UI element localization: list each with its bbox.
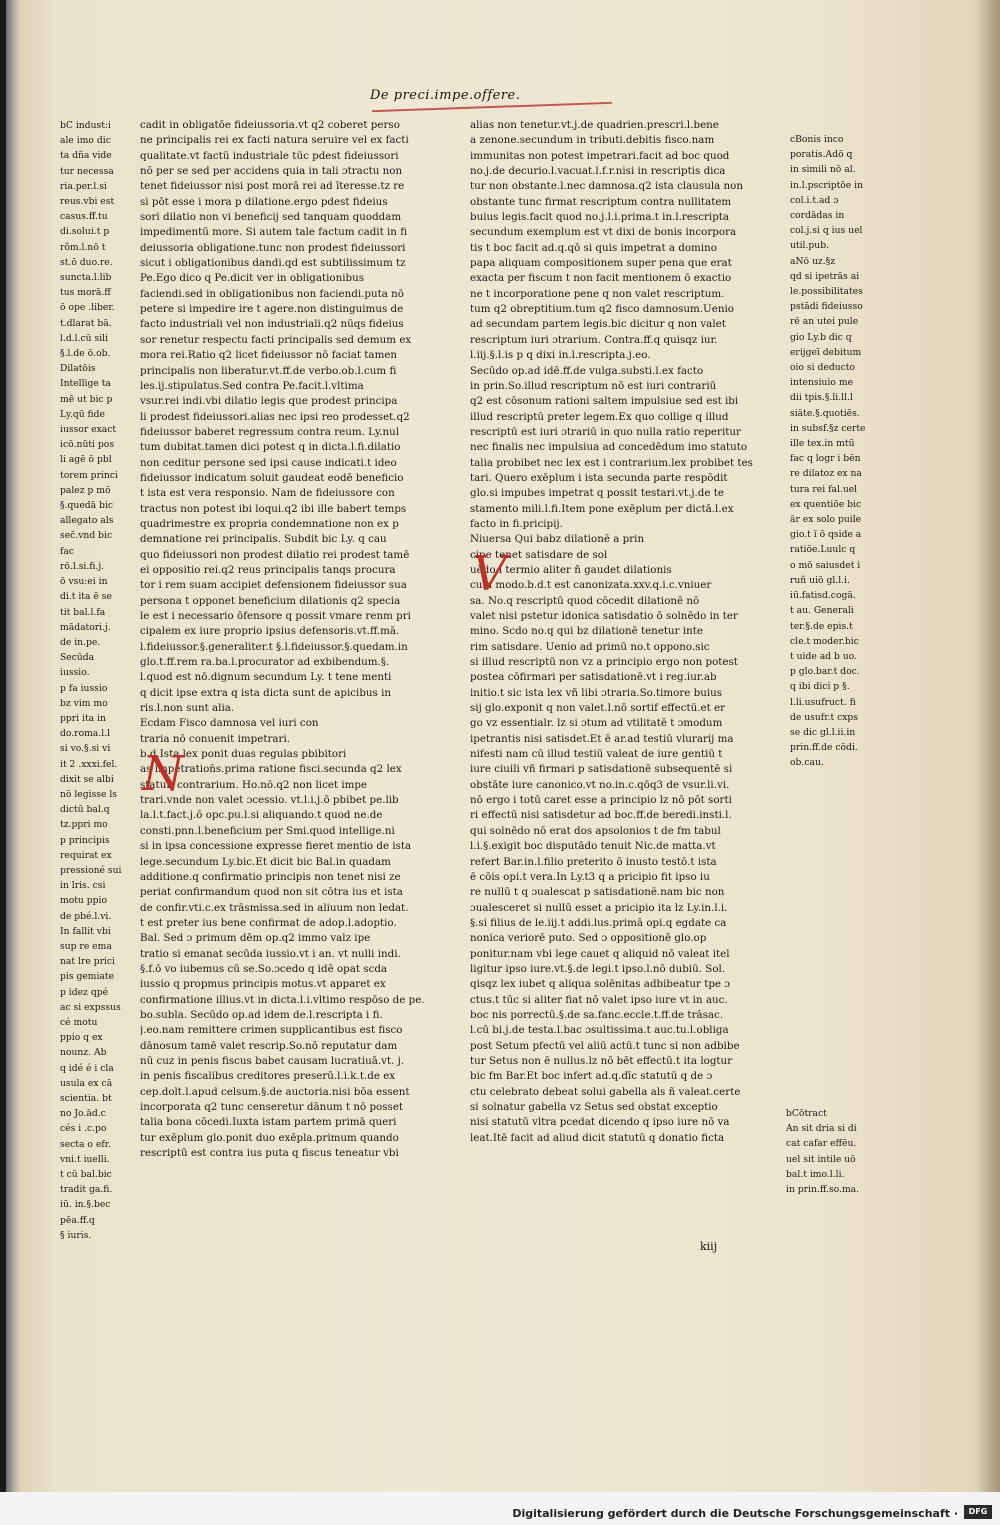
- gloss-line: Secūda: [60, 652, 95, 664]
- gloss-line: di.solui.t p: [60, 226, 110, 238]
- text-line: initio.t sic ista lex vñ libi ɔtraria.So.timore buius: [470, 686, 723, 699]
- text-line: quo fideiussori non prodest dilatio rei prodest tamē: [140, 548, 410, 561]
- rubricated-initial-v: V: [472, 546, 507, 602]
- gloss-line: de usufr.t cxps: [790, 711, 859, 723]
- gloss-line: bC indust:i: [60, 120, 111, 131]
- text-line: statuit contrarium. Ho.nō.q2 non licet impe: [140, 778, 368, 791]
- text-line: non ceditur persone sed ipsi cause indicati.t ideo: [140, 456, 397, 469]
- text-line: glo.t.ff.rem ra.ba.l.procurator ad exbibendum.§.: [140, 656, 390, 669]
- gloss-line: se dic gl.l.ii.in: [790, 726, 856, 738]
- text-line: ei oppositio rei.q2 reus principalis tanqs procura: [140, 563, 396, 576]
- gloss-line: uel sit intile uō: [786, 1153, 856, 1165]
- text-line: obstante tunc firmat rescriptum contra nullitatem: [470, 195, 732, 208]
- gloss-line: cat cafar effēu.: [786, 1138, 857, 1150]
- text-line: Pe.Ego dico q Pe.dicit ver in obligationibus: [140, 272, 365, 285]
- gloss-line: mē ut bic p: [60, 393, 113, 405]
- gloss-line: ex quentiōe bic: [790, 498, 862, 510]
- gloss-line: cle.t moder.bic: [790, 635, 859, 647]
- text-line: les.ij.stipulatus.Sed contra Pe.facit.l.vltima: [140, 379, 364, 392]
- gloss-line: Intellige ta: [60, 378, 111, 390]
- gloss-line: tz.ppri mo: [60, 819, 108, 831]
- gloss-line: ō vsu:ei in: [60, 576, 108, 588]
- text-line: tur exēplum glo.ponit duo exēpla.primum quando: [140, 1131, 399, 1144]
- gloss-line: rõm.l.nō t: [60, 241, 106, 253]
- gloss-line: An sit dria si di: [786, 1123, 857, 1135]
- text-line: ne t incorporatione pene q non valet rescriptum.: [470, 287, 725, 300]
- gloss-line: reus.vbi est: [60, 196, 115, 208]
- gloss-line: de pbé.l.vi.: [60, 910, 112, 922]
- book-gutter: [6, 0, 20, 1492]
- gloss-line: li agē ō pbl: [60, 454, 112, 466]
- gloss-line: ale imo dic: [60, 135, 111, 147]
- gloss-line: prin.ff.de cōdi.: [790, 742, 858, 754]
- gloss-line: le.possibilitates: [790, 286, 863, 298]
- text-line: l.i.§.exigit boc disputādo tenuit Nic.de matta.vt: [470, 840, 716, 853]
- gloss-line: tur necessa: [60, 165, 114, 177]
- text-line: cipe tenet satisdare de sol: [470, 548, 608, 561]
- dfg-logo: DFG: [964, 1505, 992, 1519]
- text-line: immunitas non potest impetrari.facit ad boc quod: [470, 149, 730, 162]
- text-line: nifesti nam cū illud testiū valeat de iure gentiū t: [470, 748, 723, 761]
- gloss-line: t uide ad b uo.: [790, 650, 857, 662]
- text-line: sa. No.q rescriptū quod cōcedit dilationē nō: [470, 594, 700, 607]
- text-line: qui solnēdo nō erat dos apsolonios t de fm tabul: [470, 824, 721, 837]
- gloss-line: cé motu: [60, 1016, 98, 1028]
- text-line: q2 est cōsonum rationi saltem impulsiue sed est ibi: [470, 395, 739, 408]
- gloss-line: qd si ipetrās ai: [790, 270, 860, 282]
- gloss-line: col.j.si q ius uel: [790, 225, 863, 237]
- text-line: cadit in obligatōe fideiussoria.vt q2 coberet perso: [140, 119, 400, 131]
- gloss-line: allegato als: [60, 515, 114, 527]
- text-line: Ecdam Fisco damnosa vel iuri con: [140, 717, 319, 730]
- text-line: ponitur.nam vbi lege cauet q aliquid nō valeat itel: [470, 947, 730, 960]
- text-line: cep.dolt.l.apud celsum.§.de auctoria.nisi bōa essent: [140, 1085, 410, 1098]
- gloss-line: rē an utei pule: [790, 316, 859, 328]
- text-line: glo.si impubes impetrat q possit testari.vt.j.de te: [470, 487, 724, 500]
- text-line: incorporata q2 tunc censeretur dānum t nō posset: [140, 1101, 404, 1113]
- gloss-line: p glo.bar.t doc.: [790, 666, 860, 678]
- gloss-line: palez p mō: [60, 484, 111, 496]
- text-line: principalis non liberatur.vt.ff.de verbo.ob.l.cum fi: [140, 364, 397, 377]
- gloss-line: ria.per.l.si: [60, 180, 107, 192]
- gloss-line: ille tex.in mtū: [790, 438, 855, 450]
- gloss-left-column: [60, 118, 134, 1243]
- gloss-line: oio si deducto: [790, 362, 855, 374]
- text-line: talia probibet nec lex est i contrarium.lex probibet tes: [470, 456, 753, 469]
- page-edge-shadow: [976, 0, 1000, 1492]
- gloss-line: bCōtract: [786, 1108, 827, 1119]
- text-line: dānosum tamē valet rescrip.So.nō reputatur dam: [140, 1039, 398, 1052]
- gloss-line: l.li.usufruct. fi: [790, 696, 856, 708]
- text-line: trari.vnde non valet ɔcessio. vt.l.i.j.ō pbibet pe.lib: [140, 794, 399, 807]
- text-line: vsur.rei indi.vbi dilatio legis que prodest principa: [140, 395, 398, 408]
- text-line: traria nō conuenit impetrari.: [140, 732, 291, 745]
- text-line: q dicit ipse extra q ista dicta sunt de apicibus in: [140, 686, 392, 699]
- text-line: iussio q propmus principis motus.vt apparet ex: [140, 978, 386, 991]
- text-line: bo.subla. Secūdo op.ad idem de.l.rescripta i fi.: [140, 1008, 383, 1021]
- gloss-line: q idé é i cla: [60, 1062, 114, 1074]
- text-line: nō per se sed per accidens quia in tali ɔtractu non: [140, 165, 403, 178]
- text-line: §.si filius de le.iij.t addi.lus.primā opi.q egdate ca: [470, 916, 727, 929]
- gloss-line: t.dlarat bā.: [60, 317, 112, 329]
- text-line: iure ciuili vñ firmari p satisdationē subsequentē si: [470, 763, 733, 776]
- text-line: tum dubitat.tamen dici potest q in dicta.l.fi.dilatio: [140, 441, 401, 454]
- text-line: exacta per fiscum t non facit mentionem ō exactio: [470, 272, 732, 285]
- text-line: talia bona cōcedi.Iuxta istam partem primā queri: [140, 1116, 397, 1129]
- gloss-line: §.quedā bic: [60, 500, 113, 512]
- text-line: uēdo i termio aliter ñ gaudet dilationis: [470, 563, 672, 576]
- text-line: b.d.Ista lex ponit duas regulas pbibitori: [140, 748, 347, 761]
- text-line: no.j.de decurio.l.vacuat.l.f.r.nisi in rescriptis dica: [470, 165, 726, 178]
- gloss-line: aNō uz.§z: [790, 255, 836, 267]
- gloss-line: tus morā.ff: [60, 287, 111, 299]
- gloss-line: scientia. bt: [60, 1093, 112, 1104]
- gloss-line: in.l.pscriptōe in: [790, 179, 864, 191]
- gloss-line: sup re ema: [60, 940, 112, 952]
- text-line: impedimentū more. Si autem tale factum cadit in fi: [140, 226, 408, 239]
- text-line: quadrimestre ex propria condemnatione non ex p: [140, 517, 399, 530]
- gloss-line: do.roma.l.l: [60, 728, 111, 740]
- text-line: si in ipsa concessione expresse fieret mentio de ista: [140, 840, 412, 853]
- gloss-line: it 2 .xxxi.fel.: [60, 758, 118, 770]
- text-line: rescriptū est iuri ɔtrariū in quo nulla ratio reperitur: [470, 425, 741, 438]
- text-line: fideiussor baberet regressum contra reum. Ly.nul: [140, 425, 400, 438]
- gloss-line: ratiōe.Luulc q: [790, 544, 856, 556]
- gloss-line: ppio q ex: [60, 1032, 103, 1044]
- text-line: si solnatur gabella vz Setus sed obstat exceptio: [470, 1101, 718, 1113]
- text-line: qisqz lex iubet q aliqua solēnitas adbibeatur tpe ɔ: [470, 978, 731, 991]
- text-line: ris.l.non sunt alia.: [140, 702, 235, 715]
- gloss-line: p fa iussio: [60, 682, 108, 694]
- text-line: confirmatione illius.vt in dicta.l.i.vltimo respōso de pe.: [140, 993, 425, 1006]
- gloss-line: ta dña vide: [60, 150, 112, 162]
- gloss-line: iussor exact: [60, 424, 117, 436]
- main-text-right-column: [470, 118, 776, 1146]
- text-line: petere si impedire ire t agere.non distinguimus de: [140, 303, 404, 316]
- gloss-line: dictū bal.q: [60, 804, 110, 816]
- funding-credit: Digitalisierung gefördert durch die Deutsche Forschungsgemeinschaft ·: [512, 1507, 958, 1520]
- text-line: re nullū t q ɔualescat p satisdationē.nam bic non: [470, 886, 725, 899]
- text-line: j.eo.nam remittere crimen supplicantibus est fisco: [140, 1024, 403, 1037]
- text-line: sor renetur respectu facti principalis sed demum ex: [140, 333, 412, 346]
- text-line: tor i rem suam accipiet defensionem fideiussor sua: [140, 579, 407, 592]
- quire-signature: kiij: [700, 1240, 718, 1253]
- text-line: l.iij.§.l.is p q dixi in.l.rescripta.j.eo.: [470, 349, 651, 362]
- text-line: additione.q confirmatio principis non tenet nisi ze: [140, 870, 401, 883]
- text-line: si pōt esse i mora p dilatione.ergo pdest fideius: [140, 195, 388, 208]
- gloss-line: iū.fatisd.cogā.: [790, 590, 856, 602]
- gloss-line: requirat ex: [60, 849, 112, 861]
- gloss-line: pis gemiate: [60, 971, 115, 983]
- text-line: illud rescriptū preter legem.Ex quo collige q illud: [470, 410, 729, 423]
- gloss-right-column-lower: [786, 1106, 872, 1197]
- text-line: facto in fi.pricipij.: [470, 517, 563, 530]
- gloss-line: iussio.: [60, 667, 90, 679]
- gloss-line: ār ex solo puile: [790, 514, 862, 526]
- text-line: tum q2 obreptitium.tum q2 fisco damnosum.Uenio: [470, 303, 734, 316]
- gloss-line: st.ō duo.re.: [60, 256, 113, 268]
- gloss-line: sec̄.vnd bic: [60, 530, 113, 542]
- gloss-line: gio.t ï ō qside a: [790, 529, 862, 541]
- text-line: t ista est vera responsio. Nam de fideiussore con: [140, 487, 395, 500]
- gloss-line: p principis: [60, 834, 110, 846]
- text-line: ctu celebrato debeat solui gabella als ñ valeat.certe: [470, 1085, 741, 1098]
- gloss-line: nō legisse ls: [60, 788, 118, 800]
- gloss-line: cordādas in: [790, 210, 845, 222]
- gloss-line: casus.ff.tu: [60, 211, 108, 223]
- gloss-line: si vo.§.si vi: [60, 743, 111, 755]
- gloss-line: col.i.t.ad ɔ: [790, 194, 839, 206]
- text-line: ē cōis opi.t vera.In Ly.t3 q a pricipio fit ipso iu: [470, 870, 710, 883]
- gloss-line: § iuris.: [60, 1229, 92, 1241]
- text-line: ctus.t tūc si aliter fiat nō valet ipso iure vt in auc.: [470, 993, 728, 1006]
- gloss-line: gio Ly.b dic q: [790, 331, 852, 343]
- gloss-line: Ly.qū fide: [60, 408, 105, 420]
- gloss-line: §.l.de ō.ob.: [60, 348, 111, 360]
- gloss-line: t cū bal.bic: [60, 1169, 112, 1181]
- text-line: ne principalis rei ex facti natura seruire vel ex facti: [140, 134, 409, 147]
- text-line: lege.secundum Ly.bic.Et dicit bic Bal.in quadam: [140, 855, 391, 868]
- text-line: consti.pnn.l.beneficium per Smi.quod intellige.ni: [140, 824, 395, 837]
- text-line: ligitur ipso iure.vt.§.de legi.t ipso.l.nō dubiū. Sol.: [470, 962, 726, 975]
- gloss-line: icō.nūti pos: [60, 439, 115, 451]
- gloss-line: siāte.§.quotiēs.: [790, 407, 860, 419]
- rubricated-initial-n: N: [142, 746, 184, 802]
- gloss-line: Dilatōis: [60, 363, 96, 375]
- gloss-line: ruñ uiō gl.l.i.: [790, 574, 850, 586]
- text-line: nonica veriorē puto. Sed ɔ oppositionē glo.op: [470, 932, 707, 945]
- gloss-line: ter.§.de epis.t: [790, 620, 853, 632]
- gloss-line: poratis.Adō q: [790, 149, 853, 161]
- gloss-line: ppri ita in: [60, 712, 106, 724]
- text-line: ri effectū nisi satisdetur ad boc.ff.de beredi.insti.l.: [470, 809, 732, 822]
- gloss-line: p idez qpé: [60, 986, 109, 998]
- gloss-line: bal.t imo.l.li.: [786, 1168, 845, 1180]
- text-line: t est preter ius bene confirmat de adop.l.adoptio.: [140, 916, 397, 929]
- gloss-line: in simili nō al.: [790, 164, 856, 176]
- gloss-line: intensiuio me: [790, 377, 854, 389]
- text-line: secundum exemplum est vt dixi de bonis incorpora: [470, 226, 737, 239]
- text-line: in prin.So.illud rescriptum nō est iuri contrariū: [470, 379, 717, 392]
- gloss-line: nounz. Ab: [60, 1047, 107, 1059]
- text-line: nō ergo i totū caret esse a principio lz nō pōt sorti: [470, 794, 732, 807]
- text-line: de confir.vti.c.ex trāsmissa.sed in aliuum non ledat.: [140, 901, 409, 914]
- text-line: Secūdo op.ad idē.ff.de vulga.substi.l.ex facto: [470, 364, 704, 377]
- gloss-line: fac: [60, 545, 75, 557]
- gloss-line: vni.t iuelli.: [60, 1153, 110, 1165]
- text-line: nec finalis nec impulsiua ad concedēdum imo statuto: [470, 441, 748, 454]
- text-line: deiussoria obligatione.tunc non prodest fideiussori: [140, 241, 406, 254]
- text-line: boc nis porrectū.§.de sa.fanc.eccle.t.ff.de trāsac.: [470, 1008, 724, 1021]
- text-line: facto industriali vel non industriali.q2 nūqs fideius: [140, 318, 404, 331]
- text-line: as impetration̄s.prima ratione fisci.secunda q2 lex: [140, 763, 402, 776]
- text-line: cum modo.b.d.t est canonizata.xxv.q.i.c.vniuer: [470, 579, 712, 592]
- text-line: obstāte iure canonico.vt no.in.c.qōq3 de vsur.li.vi.: [470, 778, 730, 791]
- text-line: ad secundam partem legis.bic dicitur q non valet: [470, 318, 726, 331]
- gloss-line: iū. in.§.bec: [60, 1199, 111, 1211]
- text-line: tratio si emanat secūda iussio.vt i an. vt nulli indi.: [140, 947, 401, 960]
- text-line: refert Bar.in.l.filio preterito ō inusto testō.t ista: [470, 855, 717, 868]
- gloss-right-column: [790, 132, 872, 771]
- gloss-line: re dilatoz ex na: [790, 468, 862, 480]
- text-line: tractus non potest ibi loqui.q2 ibi ille babert temps: [140, 502, 407, 515]
- gloss-line: motu ppio: [60, 895, 108, 907]
- text-line: alias non tenetur.vt.j.de quadrien.prescri.l.bene: [470, 119, 719, 131]
- text-line: tis t boc facit ad.q.qō si quis impetrat a domino: [470, 241, 717, 254]
- text-line: sij glo.exponit q non valet.l.nō sortif effectū.et er: [470, 702, 726, 715]
- gloss-line: t au. Generali: [790, 605, 854, 617]
- text-line: rim satisdare. Uenio ad primū no.t oppono.sic: [470, 640, 710, 653]
- text-line: sori dilatio non vi beneficij sed tanquam quoddam: [140, 211, 402, 224]
- gloss-line: pstādi fideiusso: [790, 301, 863, 313]
- text-line: cipalem ex iure proprio ipsius defensoris.vt.ff.mā.: [140, 625, 400, 638]
- text-line: Niuersa Qui babz dilationē a prin: [470, 533, 645, 546]
- gloss-line: ō ope .liber.: [60, 302, 115, 314]
- text-line: sicut i obligationibus dandi.qd est subtilissimum tz: [140, 257, 406, 270]
- text-line: papa aliquam compositionem super pena que erat: [470, 257, 732, 270]
- text-line: qualitate.vt factū industriale tūc pdest fideiussori: [140, 149, 399, 162]
- text-line: si illud rescriptū non vz a principio ergo non potest: [470, 656, 738, 669]
- text-line: mora rei.Ratio q2 licet fideiussor nō faciat tamen: [140, 349, 398, 362]
- gloss-line: in subsf.§z certe: [790, 422, 866, 434]
- gloss-line: de in.pe.: [60, 636, 101, 648]
- gloss-line: pēa.ff.q: [60, 1214, 95, 1226]
- gloss-line: in prin.ff.so.ma.: [786, 1184, 860, 1196]
- text-line: l.quod est nō.dignum secundum Ly. t tene menti: [140, 671, 392, 684]
- text-line: tenet fideiussor nisi post morā rei ad īteresse.tz re: [140, 180, 405, 193]
- gloss-line: in lris. csi: [60, 880, 106, 892]
- text-line: fideiussor indicatum soluit gaudeat eodē beneficio: [140, 471, 404, 484]
- gloss-line: dixit se albi: [60, 773, 114, 785]
- gloss-line: util.pub.: [790, 240, 830, 252]
- text-line: nū cuz in penis fiscus babet causam lucratiuā.vt. j.: [140, 1054, 405, 1067]
- text-line: periat confirmandum quod non sit cōtra ius et ista: [140, 886, 403, 899]
- text-line: mino. Scdo no.q qui bz dilationē tenetur inte: [470, 625, 704, 638]
- text-line: l.fideiussor.§.generaliter.t §.l.fideiussor.§.quedam.in: [140, 640, 408, 653]
- text-line: demnatione rei principalis. Subdit bic Ly. q cau: [140, 533, 387, 546]
- text-line: tur non obstante.l.nec damnosa.q2 ista clausula non: [470, 180, 743, 193]
- text-line: stamento mili.l.fi.Item pone exēplum per dictā.l.ex: [470, 502, 734, 515]
- text-line: l.cū bi.j.de testa.l.bac ɔsultissima.t auc.tu.l.obliga: [470, 1024, 729, 1037]
- gloss-line: o mō saiusdet i: [790, 559, 861, 571]
- gloss-line: torem princi: [60, 469, 118, 481]
- gloss-line: In fallit vbi: [60, 925, 111, 937]
- text-line: buius legis.facit quod no.j.l.i.prima.t in.l.rescripta: [470, 211, 730, 224]
- text-line: ipetrantis nisi satisdet.Et ē ar.ad testiū vlurarij ma: [470, 732, 734, 745]
- text-line: postea cōfirmari per satisdationē.vt i reg.iur.ab: [470, 671, 717, 684]
- text-line: bic fm Bar.Et boc infert ad.q.dīc statutū q de ɔ: [470, 1070, 713, 1083]
- gloss-line: l.d.l.cū sili: [60, 332, 109, 344]
- gloss-line: rō.l.si.fi.j.: [60, 560, 105, 572]
- text-line: li prodest fideiussori.alias nec ipsi reo prodesset.q2: [140, 410, 410, 423]
- gloss-line: no Jo.ād.c: [60, 1108, 106, 1120]
- text-line: Bal. Sed ɔ primum dēm op.q2 immo valz ipe: [140, 932, 371, 945]
- gloss-line: suncta.l.lib: [60, 272, 112, 284]
- text-line: faciendi.sed in obligationibus non faciendi.puta nō: [140, 287, 405, 300]
- text-line: rescriptū est contra ius puta q fiscus teneatur vbi: [140, 1147, 399, 1160]
- text-line: le est i necessario ōfensore q possit vmare renm pri: [140, 610, 411, 622]
- text-line: la.l.t.fact.j.ō opc.pu.l.si aliquando.t quod ne.de: [140, 809, 383, 822]
- gloss-line: cBonis inco: [790, 134, 844, 145]
- text-line: §.f.ō vo iubemus cū se.So.ɔcedo q idē opat scda: [140, 962, 388, 975]
- gloss-line: secta o efr.: [60, 1138, 111, 1150]
- gloss-line: q ibi dici p §.: [790, 681, 850, 693]
- gloss-line: ac si expssus: [60, 1001, 121, 1013]
- gloss-line: tit bal.l.fa: [60, 606, 106, 618]
- gloss-line: pressioné sui: [60, 864, 122, 876]
- text-line: nisi statutū vltra pcedat dicendo q ipso iure nō va: [470, 1116, 730, 1129]
- gloss-line: ob.cau.: [790, 757, 824, 769]
- gloss-line: dii tpis.§.li.ll.l: [790, 392, 853, 404]
- gloss-line: mādatori.j.: [60, 621, 111, 633]
- text-line: ɔualesceret si nullū esset a pricipio ita lz Ly.in.l.i.: [470, 901, 728, 914]
- gloss-line: cés i .c.po: [60, 1123, 107, 1135]
- gloss-line: erijgeī debitum: [790, 346, 862, 358]
- text-line: persona t opponet beneficium dilationis q2 specia: [140, 594, 401, 607]
- gloss-line: fac q logr i bēn: [790, 453, 861, 465]
- gloss-line: tura rei fal.uel: [790, 483, 858, 495]
- text-line: rescriptum iuri ɔtrarium. Contra.ff.q quisqz iur.: [470, 333, 718, 346]
- main-text-left-column: [140, 118, 445, 1161]
- text-line: post Setum pfectū vel aliū actū.t tunc si non adbibe: [470, 1039, 740, 1052]
- text-line: valet nisi pstetur idonica satisdatio ō solnēdo in ter: [470, 610, 738, 622]
- text-line: go vz essentialr. lz si ɔtum ad vtilitatē t ɔmodum: [470, 717, 723, 730]
- gloss-line: bz vim mo: [60, 697, 108, 709]
- text-line: in penis fiscalibus creditores preserū.l.i.k.t.de ex: [140, 1070, 396, 1083]
- gloss-line: usula ex cā: [60, 1077, 113, 1089]
- text-line: a zenone.secundum in tributi.debitis fisco.nam: [470, 134, 715, 147]
- text-line: leat.Itē facit ad aliud dicit statutū q donatio ficta: [470, 1131, 725, 1144]
- gloss-line: di.t ita ē se: [60, 591, 112, 603]
- running-header: De preci.impe.offere.: [370, 88, 521, 103]
- gloss-line: tradit ga.fi.: [60, 1184, 113, 1196]
- text-line: tari. Quero exēplum i ista secunda parte respōdit: [470, 471, 728, 484]
- gloss-line: nat lre prici: [60, 956, 115, 968]
- text-line: tur Setus non ē nullus.lz nō bēt effectū.t ita logtur: [470, 1054, 733, 1067]
